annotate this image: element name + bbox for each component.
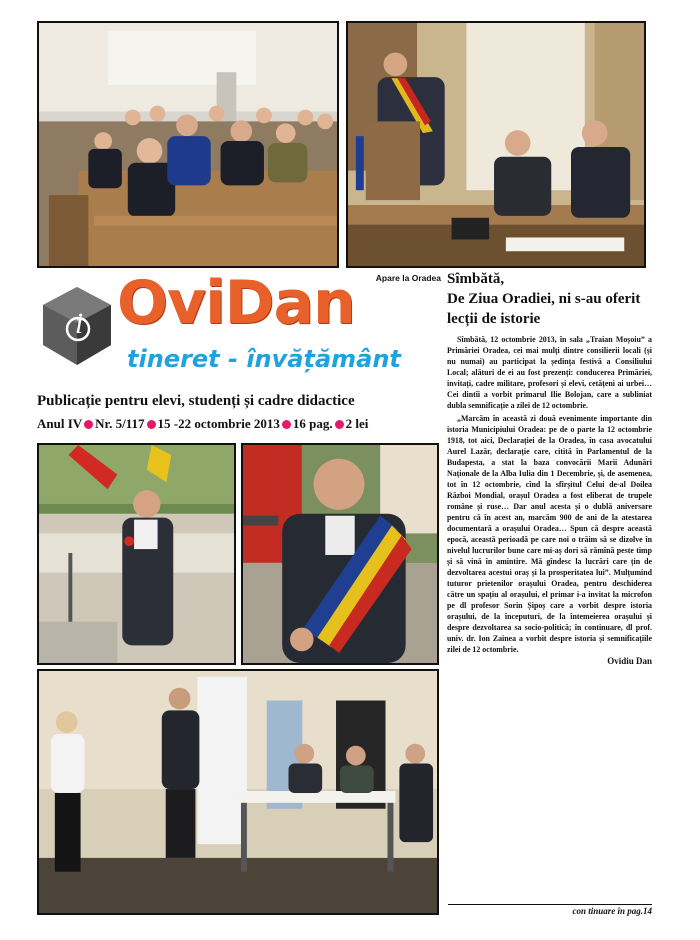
photo-conference-room bbox=[37, 669, 439, 915]
photo-council-hall bbox=[37, 21, 339, 268]
article-paragraph: „Marcăm în această zi două evenimente importante din istoria Municipiului Oradea: pe de o parte la 12 octombrie 1918, tot aici, Declarației de la Oradea, în casa avocatului Aurel Lazăr, declarație care, citită în Parlamentul de la Budapesta, a stat la baza convocării Marii Adunări Naționale de la Alba Iulia din 1 Decembrie, și, de asemenea, tot în 12 octombrie, cînd la sfîrșitul Celui de-al Doilea Război Mondial, orașul Oradea a fost eliberat de trupele române și ruse… Dar anul acesta și o dublă aniversare pentru că în acest an, marcăm 900 de ani de la atestarea documentară a orașului Oradea… Spun că despre această epocă, această perioadă pe care noi o trăim să se dizolve în nivelul lucrurilor bune care mi-aș dori să rămînă peste timp și să vină în amintire. Mă gîndesc la lucrări care țin de dezvoltarea acestui oraș și la prosperitatea lui”. Mulțumind tuturor prietenilor orașului Oradea, pentru deschiderea către un spațiu al orașului, el primar i-a invitat la microfon pe dl profesor Sorin Șipoș care a vorbit despre istoria orașului, de la începuturi, de la întemeierea orașului și despre dezvoltarea sa socio-politică; în continuare, dl prof. univ. dr. Ion Zainea a vorbit despre istoria și semnificațiile zilei de 12 octombrie. bbox=[447, 414, 652, 654]
photo-mayor-podium bbox=[346, 21, 646, 268]
photo-speaker-outdoor bbox=[37, 443, 236, 665]
bullet-icon bbox=[147, 420, 156, 429]
issue-number: Nr. 5/117 bbox=[95, 416, 145, 431]
article-author: Ovidiu Dan bbox=[607, 655, 652, 666]
logo-wordmark: OviDan bbox=[117, 268, 355, 338]
article-column bbox=[447, 270, 652, 920]
logo-tagline: tineret - învățământ bbox=[127, 345, 401, 373]
bullet-icon bbox=[282, 420, 291, 429]
svg-text:i: i bbox=[74, 307, 84, 340]
headline-line-1: Sîmbătă, bbox=[447, 271, 505, 287]
photo-mayor-sash bbox=[241, 443, 439, 665]
appears-note: Apare la Oradea bbox=[375, 273, 441, 283]
issue-line bbox=[37, 416, 368, 432]
bullet-icon bbox=[335, 420, 344, 429]
issue-year: Anul IV bbox=[37, 416, 83, 431]
bullet-icon bbox=[84, 420, 93, 429]
logo-cube-icon bbox=[39, 283, 115, 369]
issue-dates: 15 -22 octombrie 2013 bbox=[157, 416, 280, 431]
headline-line-2: De Ziua Oradiei, ni s-au oferit lecții de istorie bbox=[447, 290, 641, 327]
publication-line: Publicație pentru elevi, studenți și cadre didactice bbox=[37, 393, 355, 409]
divider bbox=[448, 904, 652, 905]
article-paragraph: Sîmbătă, 12 octombrie 2013, în sala „Traian Moșoiu” a Primăriei Oradea, cei mai mulți dintre consilierii locali (și nu numai) au participat la ședința festivă a Consiliului Local; alături de ei au fost prezenți: conducerea Primăriei, invitați, cadre militare, profesori și elevi, cetățeni ai urbei… Cei dintîi a vorbit primarul Ilie Bolojan, care a subliniat dubla semnificație a zilei de 12 octombrie. bbox=[447, 335, 652, 411]
masthead bbox=[37, 268, 441, 381]
issue-price: 2 lei bbox=[345, 416, 369, 431]
article-body bbox=[447, 335, 652, 656]
issue-pages: 16 pag. bbox=[292, 416, 333, 431]
continued-note: con tinuare în pag.14 bbox=[572, 906, 652, 916]
